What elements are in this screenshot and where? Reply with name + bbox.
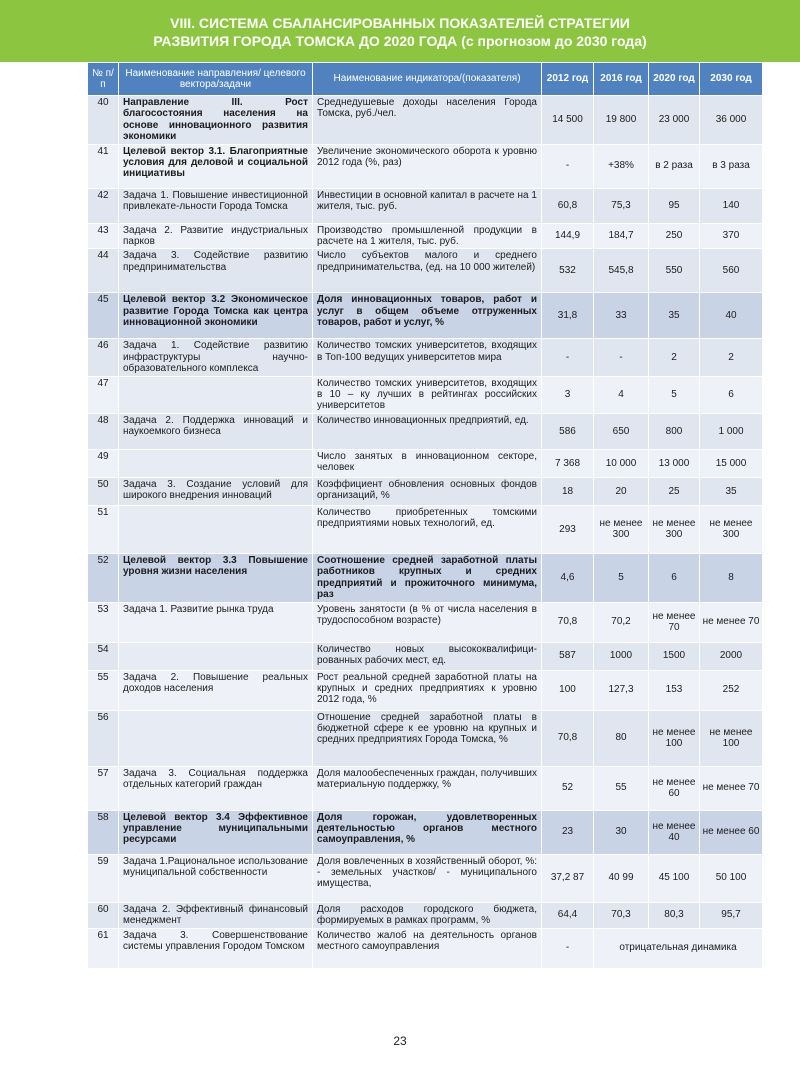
table-row [88, 505, 763, 553]
indicator-cell: Коэффициент обновления основных фондов организаций, % [313, 477, 542, 505]
value-2012: 64,4 [542, 902, 594, 928]
value-2020: 13 000 [649, 449, 700, 477]
value-2016: 184,7 [594, 223, 649, 249]
table-row [88, 188, 763, 223]
value-2016: 33 [594, 293, 649, 339]
table-row [88, 96, 763, 145]
indicator-cell: Доля горожан, удовлетворенных деятельностью органов местного самоуправления, % [313, 810, 542, 854]
row-number: 59 [88, 854, 119, 902]
value-2030: 6 [700, 376, 763, 413]
value-2030: 50 100 [700, 854, 763, 902]
table-row [88, 249, 763, 293]
value-2012: 37,2 87 [542, 854, 594, 902]
value-2012: - [542, 339, 594, 376]
value-2016: - [594, 339, 649, 376]
row-number: 48 [88, 413, 119, 449]
indicator-cell: Соотношение средней заработной платы работников крупных и средних предприятий и прожиточного минимума, раз [313, 553, 542, 602]
value-2012: 70,8 [542, 602, 594, 642]
value-2016: 55 [594, 766, 649, 810]
value-2030: не менее 70 [700, 602, 763, 642]
value-2020: не менее 60 [649, 766, 700, 810]
value-2016: 40 99 [594, 854, 649, 902]
value-2030: 35 [700, 477, 763, 505]
direction-cell: Направление III. Рост благосостояния населения на основе инновационного развития экономики [119, 96, 313, 145]
value-2012: 60,8 [542, 188, 594, 223]
direction-cell: Задача 1. Содействие развитию инфраструктуры научно-образовательного комплекса [119, 339, 313, 376]
col-header-no: № п/п [88, 63, 119, 96]
value-2016: 20 [594, 477, 649, 505]
indicator-cell: Среднедушевые доходы населения Города Томска, руб./чел. [313, 96, 542, 145]
indicator-cell: Количество приобретенных томскими предприятиями новых технологий, ед. [313, 505, 542, 553]
value-2030: не менее 70 [700, 766, 763, 810]
value-2020: 23 000 [649, 96, 700, 145]
row-number: 42 [88, 188, 119, 223]
value-2012: 3 [542, 376, 594, 413]
value-2020: 800 [649, 413, 700, 449]
value-2016: 650 [594, 413, 649, 449]
table-row [88, 902, 763, 928]
value-2012: 23 [542, 810, 594, 854]
value-2016: 5 [594, 553, 649, 602]
direction-cell: Задача 3. Создание условий для широкого внедрения инноваций [119, 477, 313, 505]
row-number: 46 [88, 339, 119, 376]
value-2012: 31,8 [542, 293, 594, 339]
value-2030: 95,7 [700, 902, 763, 928]
direction-cell: Задача 2. Эффективный финансовый менеджмент [119, 902, 313, 928]
row-number: 53 [88, 602, 119, 642]
value-2020: 80,3 [649, 902, 700, 928]
direction-cell: Целевой вектор 3.4 Эффективное управление муниципальными ресурсами [119, 810, 313, 854]
value-2030: 1 000 [700, 413, 763, 449]
value-2020: 550 [649, 249, 700, 293]
direction-cell [119, 449, 313, 477]
table-row [88, 553, 763, 602]
row-number: 51 [88, 505, 119, 553]
value-2016-2030-span: отрицательная динамика [594, 928, 763, 968]
value-2016: 127,3 [594, 670, 649, 710]
indicator-cell: Количество жалоб на деятельность органов местного самоуправления [313, 928, 542, 968]
direction-cell [119, 505, 313, 553]
indicator-cell: Отношение средней заработной платы в бюджетной сфере к ее уровню на крупных и средних предприятиях Города Томска, % [313, 710, 542, 766]
value-2020: не менее 300 [649, 505, 700, 553]
table-row [88, 642, 763, 670]
row-number: 52 [88, 553, 119, 602]
indicator-cell: Доля инновационных товаров, работ и услуг в общем объеме отгруженных товаров, работ и услуг, % [313, 293, 542, 339]
row-number: 55 [88, 670, 119, 710]
indicator-cell: Доля расходов городского бюджета, формируемых в рамках программ, % [313, 902, 542, 928]
col-header-indicator: Наименование индикатора/(показателя) [313, 63, 542, 96]
value-2030: 40 [700, 293, 763, 339]
value-2020: 153 [649, 670, 700, 710]
value-2030: 8 [700, 553, 763, 602]
value-2020: в 2 раза [649, 144, 700, 188]
indicator-cell: Число субъектов малого и среднего предпринимательства, (ед. на 10 000 жителей) [313, 249, 542, 293]
table-row [88, 376, 763, 413]
col-header-2012: 2012 год [542, 63, 594, 96]
value-2012: 586 [542, 413, 594, 449]
row-number: 58 [88, 810, 119, 854]
value-2016: не менее 300 [594, 505, 649, 553]
row-number: 61 [88, 928, 119, 968]
value-2030: не менее 100 [700, 710, 763, 766]
value-2016: +38% [594, 144, 649, 188]
value-2030: 2 [700, 339, 763, 376]
indicator-cell: Число занятых в инновационном секторе, человек [313, 449, 542, 477]
indicators-table-container [87, 62, 762, 969]
value-2012: 532 [542, 249, 594, 293]
page-title [0, 14, 800, 50]
value-2030: 15 000 [700, 449, 763, 477]
value-2020: 2 [649, 339, 700, 376]
row-number: 47 [88, 376, 119, 413]
table-body [88, 96, 763, 969]
indicators-table [87, 62, 763, 969]
value-2016: 19 800 [594, 96, 649, 145]
direction-cell: Задача 3. Содействие развитию предпринимательства [119, 249, 313, 293]
indicator-cell: Производство промышленной продукции в расчете на 1 жителя, тыс. руб. [313, 223, 542, 249]
direction-cell: Задача 2. Поддержка инноваций и наукоемкого бизнеса [119, 413, 313, 449]
value-2016: 10 000 [594, 449, 649, 477]
table-row [88, 449, 763, 477]
col-header-direction: Наименование направления/ целевого вектора/задачи [119, 63, 313, 96]
value-2012: 18 [542, 477, 594, 505]
value-2020: не менее 100 [649, 710, 700, 766]
table-row [88, 477, 763, 505]
row-number: 41 [88, 144, 119, 188]
table-row [88, 670, 763, 710]
value-2016: 70,3 [594, 902, 649, 928]
value-2030: 36 000 [700, 96, 763, 145]
indicator-cell: Доля малообеспеченных граждан, получивших материальную поддержку, % [313, 766, 542, 810]
value-2016: 30 [594, 810, 649, 854]
value-2030: 252 [700, 670, 763, 710]
table-row [88, 293, 763, 339]
indicator-cell: Рост реальной средней заработной платы на крупных и средних предприятиях к уровню 2012 года, % [313, 670, 542, 710]
direction-cell: Задача 2. Развитие индустриальных парков [119, 223, 313, 249]
direction-cell: Целевой вектор 3.1. Благоприятные условия для деловой и социальной инициативы [119, 144, 313, 188]
value-2012: 293 [542, 505, 594, 553]
value-2012: 14 500 [542, 96, 594, 145]
value-2020: 6 [649, 553, 700, 602]
value-2012: - [542, 928, 594, 968]
value-2016: 70,2 [594, 602, 649, 642]
table-header-row [88, 63, 763, 96]
value-2020: 95 [649, 188, 700, 223]
value-2030: не менее 300 [700, 505, 763, 553]
value-2012: 100 [542, 670, 594, 710]
value-2030: 140 [700, 188, 763, 223]
value-2016: 4 [594, 376, 649, 413]
direction-cell: Задача 1. Повышение инвестиционной привлекате-льности Города Томска [119, 188, 313, 223]
col-header-2030: 2030 год [700, 63, 763, 96]
direction-cell: Задача 3. Социальная поддержка отдельных категорий граждан [119, 766, 313, 810]
page-number: 23 [393, 1034, 407, 1048]
direction-cell: Целевой вектор 3.2 Экономическое развитие Города Томска как центра инновационной экономики [119, 293, 313, 339]
indicator-cell: Доля вовлеченных в хозяйственный оборот, %: - земельных участков/ - муниципального имущества, [313, 854, 542, 902]
table-row [88, 602, 763, 642]
indicator-cell: Количество томских университетов, входящих в Топ-100 ведущих университетов мира [313, 339, 542, 376]
value-2020: 35 [649, 293, 700, 339]
value-2020: 250 [649, 223, 700, 249]
value-2030: в 3 раза [700, 144, 763, 188]
indicator-cell: Уровень занятости (в % от числа населения в трудоспособном возрасте) [313, 602, 542, 642]
row-number: 49 [88, 449, 119, 477]
value-2020: 25 [649, 477, 700, 505]
value-2016: 1000 [594, 642, 649, 670]
value-2020: не менее 70 [649, 602, 700, 642]
value-2012: 587 [542, 642, 594, 670]
row-number: 45 [88, 293, 119, 339]
value-2012: 52 [542, 766, 594, 810]
table-row [88, 928, 763, 968]
direction-cell [119, 642, 313, 670]
direction-cell: Целевой вектор 3.3 Повышение уровня жизни населения [119, 553, 313, 602]
value-2020: 5 [649, 376, 700, 413]
value-2012: 70,8 [542, 710, 594, 766]
direction-cell [119, 376, 313, 413]
direction-cell: Задача 1.Рациональное использование муниципальной собственности [119, 854, 313, 902]
value-2012: 7 368 [542, 449, 594, 477]
indicator-cell: Увеличение экономического оборота к уровню 2012 года (%, раз) [313, 144, 542, 188]
value-2030: 560 [700, 249, 763, 293]
value-2016: 75,3 [594, 188, 649, 223]
value-2012: 4,6 [542, 553, 594, 602]
row-number: 40 [88, 96, 119, 145]
table-row [88, 810, 763, 854]
direction-cell: Задача 2. Повышение реальных доходов населения [119, 670, 313, 710]
col-header-2016: 2016 год [594, 63, 649, 96]
table-row [88, 339, 763, 376]
direction-cell: Задача 3. Совершенствование системы управления Городом Томском [119, 928, 313, 968]
table-row [88, 413, 763, 449]
table-row [88, 223, 763, 249]
row-number: 44 [88, 249, 119, 293]
indicator-cell: Количество новых высококвалифици-рованных рабочих мест, ед. [313, 642, 542, 670]
direction-cell: Задача 1. Развитие рынка труда [119, 602, 313, 642]
indicator-cell: Количество томских университетов, входящих в 10 – ку лучших в рейтингах российских университетов [313, 376, 542, 413]
direction-cell [119, 710, 313, 766]
value-2020: 1500 [649, 642, 700, 670]
value-2030: не менее 60 [700, 810, 763, 854]
indicator-cell: Количество инновационных предприятий, ед. [313, 413, 542, 449]
value-2020: не менее 40 [649, 810, 700, 854]
table-row [88, 710, 763, 766]
row-number: 56 [88, 710, 119, 766]
table-row [88, 144, 763, 188]
row-number: 57 [88, 766, 119, 810]
row-number: 50 [88, 477, 119, 505]
table-row [88, 766, 763, 810]
value-2016: 80 [594, 710, 649, 766]
page-title-line-1: VIII. СИСТЕМА СБАЛАНСИРОВАННЫХ ПОКАЗАТЕЛЕЙ СТРАТЕГИИ [170, 15, 630, 31]
page-title-line-2: РАЗВИТИЯ ГОРОДА ТОМСКА ДО 2020 ГОДА (с прогнозом до 2030 года) [153, 33, 647, 49]
row-number: 60 [88, 902, 119, 928]
col-header-2020: 2020 год [649, 63, 700, 96]
table-row [88, 854, 763, 902]
value-2012: 144,9 [542, 223, 594, 249]
row-number: 43 [88, 223, 119, 249]
indicator-cell: Инвестиции в основной капитал в расчете на 1 жителя, тыс. руб. [313, 188, 542, 223]
value-2030: 370 [700, 223, 763, 249]
value-2030: 2000 [700, 642, 763, 670]
value-2012: - [542, 144, 594, 188]
row-number: 54 [88, 642, 119, 670]
value-2020: 45 100 [649, 854, 700, 902]
value-2016: 545,8 [594, 249, 649, 293]
